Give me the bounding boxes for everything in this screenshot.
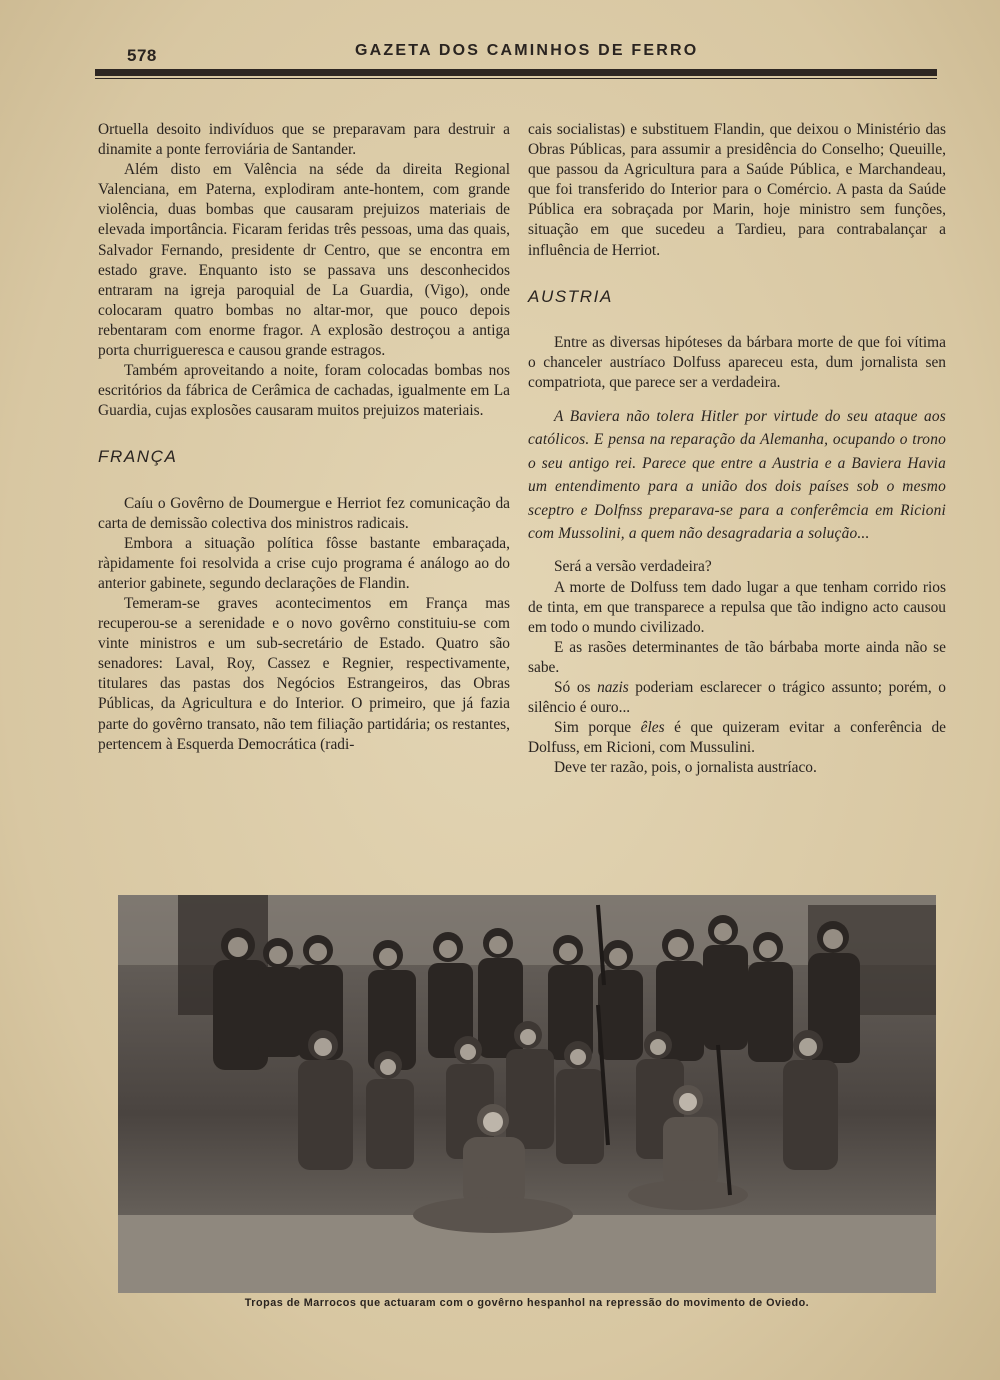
paragraph: Também aproveitando a noite, foram colocadas bombas nos escritórios da fábrica de Cerâmica de cachadas, igualmente em La Guardia, cujas explosões causaram muitos prejuizos materiais. bbox=[98, 362, 510, 420]
text-run: é que quizeram evitar a conferência de Dolfuss, em Ricioni, com Mussulini. bbox=[528, 719, 946, 757]
section-heading-franca: FRANÇA bbox=[98, 447, 178, 467]
italic-word: nazis bbox=[597, 679, 629, 697]
paragraph: Temeram-se graves acontecimentos em França mas recuperou-se a serenidade e o novo govêrno constituiu-se com vinte ministros e um sub-secretário de Estado. Quatro são senadores: Laval, Roy, Cassez e Regnier, respectivamente, titulares das pastas dos Negócios Estrangeiros, das Obras Públicas, da Agricultura e do Interior. O primeiro, que já fazia parte do govêrno transato, não tem filiação partidária; os restantes, pertencem à Esquerda Democrática (radi- bbox=[98, 594, 510, 753]
page-header bbox=[95, 40, 937, 80]
paragraph: A morte de Dolfuss tem dado lugar a que tenham corrido rios de tinta, em que transparece a repulsa que tão indigno acto causou em todo o mundo civilizado. bbox=[528, 578, 946, 636]
italic-quote: A Baviera não tolera Hitler por virtude do seu ataque aos católicos. E pensa na reparação da Alemanha, ocupando o trono o seu antigo rei. Parece que entre a Austria e a Baviera Havia um entendimento para a união dos dois países sob o mesmo sceptro e Dolfnss preparava-se para a conferêmcia em Ricioni com Mussolini, a quem não desagradaria a solução... bbox=[528, 408, 946, 543]
text-run: Só os bbox=[554, 679, 598, 697]
paragraph: Entre as diversas hipóteses da bárbara morte de que foi vítima o chanceler austríaco Dolfuss apareceu esta, dum jornalista sen compatriota, que parece ser a verdadeira. bbox=[528, 333, 946, 391]
italic-word: êles bbox=[640, 719, 665, 737]
text-run: Sim porque bbox=[554, 719, 641, 737]
photo-soldiers-image bbox=[118, 895, 936, 1293]
group-photo bbox=[118, 895, 936, 1293]
paragraph: cais socialistas) e substituem Flandin, que deixou o Ministério das Obras Públicas, para assumir a presidência do Conselho; Queuille, que passou da Agricultura para a Saúde Pública, e Marchandeau, que foi transferido do Interior para o Comércio. A pasta da Saúde Pública era sobraçada por Marin, hoje ministro sem funções, situação em que sucedeu a Tardieu, para contrabalançar a influência de Herriot. bbox=[528, 121, 946, 259]
paragraph: E as rasões determinantes de tão bárbaba morte ainda não se sabe. bbox=[528, 638, 946, 676]
photo-caption: Tropas de Marrocos que actuaram com o govêrno hespanhol na repressão do movimento de Oviedo. bbox=[244, 1297, 810, 1309]
page-number: 578 bbox=[127, 46, 157, 65]
publication-title: GAZETA DOS CAMINHOS DE FERRO bbox=[355, 42, 699, 59]
left-column bbox=[98, 120, 510, 755]
paragraph: Ortuella desoito indivíduos que se preparavam para destruir a dinamite a ponte ferroviária de Santander. bbox=[98, 121, 510, 159]
paragraph: Caíu o Govêrno de Doumergue e Herriot fez comunicação da carta de demissão colectiva dos ministros radicais. bbox=[98, 494, 510, 532]
header-rule bbox=[95, 69, 937, 76]
right-column bbox=[528, 120, 946, 779]
paragraph: Além disto em Valência na séde da direita Regional Valenciana, em Paterna, explodiram ante-hontem, com grande violência, duas bombas que causaram prejuizos materiais de elevada importância. Ficaram feridas três pessoas, uma das quais, Salvador Fernando, presidente dr Centro, que se encontra em estado grave. Enquanto isto se passava uns desconhecidos entraram na igreja paroquial de La Guardia, (Vigo), onde colocaram quatro bombas no altar-mor, que pouco depois rebentaram com enorme fragor. A explosão destroçou a antiga porta churrigueresca e causou grande estragos. bbox=[98, 161, 510, 360]
paragraph bbox=[528, 718, 946, 758]
paragraph: Será a versão verdadeira? bbox=[554, 558, 712, 576]
paragraph bbox=[528, 678, 946, 718]
paragraph: Embora a situação política fôsse bastante embaraçada, ràpidamente foi resolvida a crise cujo programa é análogo ao do anterior gabinete, segundo declarações de Flandin. bbox=[98, 534, 510, 592]
header-rule-thin bbox=[95, 78, 937, 79]
section-heading-austria: AUSTRIA bbox=[528, 286, 613, 306]
paragraph: Deve ter razão, pois, o jornalista austríaco. bbox=[554, 759, 817, 777]
text-run: poderiam esclarecer o trágico assunto; porém, o silêncio é ouro... bbox=[528, 679, 946, 717]
